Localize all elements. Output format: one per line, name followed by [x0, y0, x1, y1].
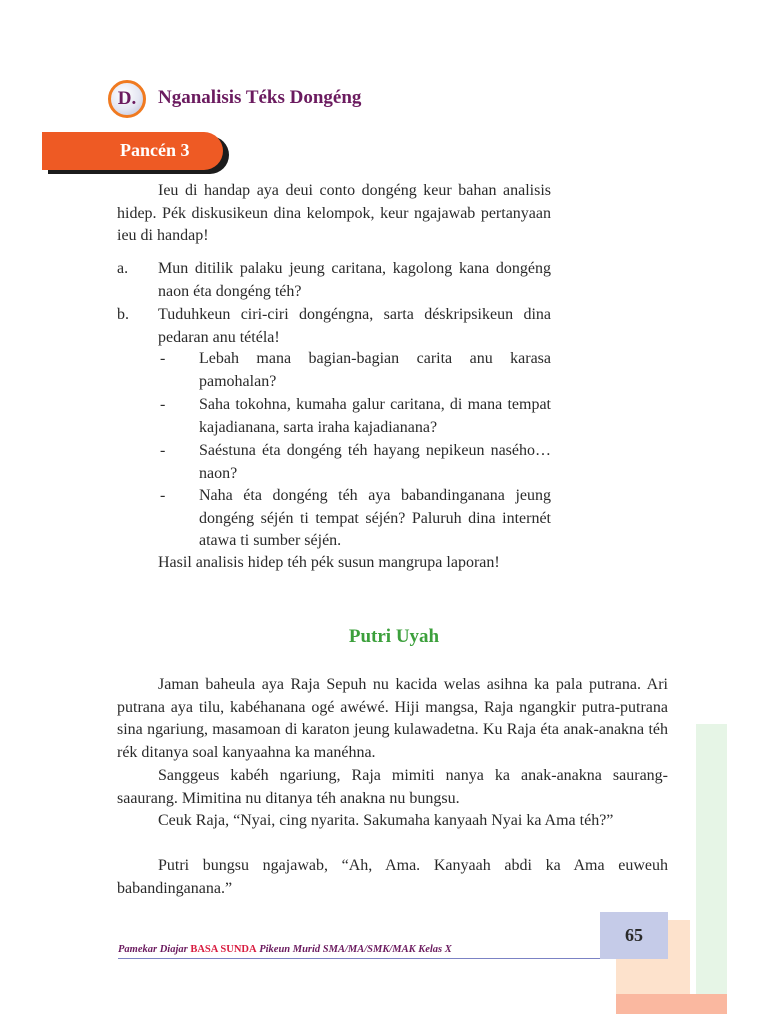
question-b-label: b.: [117, 306, 129, 323]
bullet-item-3: Saéstuna éta dongéng téh hayang nepikeun nasého… naon?: [199, 442, 551, 482]
story-paragraph-4: Putri bungsu ngajawab, “Ah, Ama. Kanyaah abdi ka Ama euweuh babandinganana.”: [117, 857, 668, 897]
footer-prefix: Pamekar Diajar: [118, 944, 188, 955]
section-letter-badge: D.: [108, 80, 146, 118]
question-a-label: a.: [117, 260, 129, 277]
story-paragraph-3: Ceuk Raja, “Nyai, cing nyarita. Sakumaha kanyaah Nyai ka Ama téh?”: [158, 812, 614, 829]
closing-instruction: Hasil analisis hidep téh pék susun mangrupa laporan!: [158, 554, 500, 571]
task-label: Pancén 3: [120, 140, 190, 160]
corner-decoration-salmon: [616, 994, 727, 1014]
intro-paragraph: Ieu di handap aya deui conto dongéng keur bahan analisis hidep. Pék diskusikeun dina kelompok, keur ngajawab pertanyaan ieu di handap!: [117, 182, 551, 245]
footer-subject: BASA SUNDA: [190, 944, 257, 955]
section-title: Nganalisis Téks Dongéng: [158, 87, 362, 108]
corner-decoration-green: [696, 724, 727, 994]
bullet-item-4: Naha éta dongéng téh aya babandinganana jeung dongéng séjén ti tempat séjén? Paluruh dina internét atawa ti sumber séjén.: [199, 487, 551, 550]
story-paragraph-2: Sanggeus kabéh ngariung, Raja mimiti nanya ka anak-anakna saurang-saaurang. Mimitina nu ditanya téh anakna nu bungsu.: [117, 767, 668, 807]
question-b-text: Tuduhkeun ciri-ciri dongéngna, sarta déskripsikeun dina pedaran anu tétéla!: [158, 306, 551, 346]
footer-rule: [118, 958, 600, 959]
page-number: 65: [600, 912, 668, 959]
question-a-text: Mun ditilik palaku jeung caritana, kagolong kana dongéng naon éta dongéng téh?: [158, 260, 551, 300]
bullet-dash: -: [160, 487, 166, 504]
story-paragraph-1: Jaman baheula aya Raja Sepuh nu kacida welas asihna ka pala putrana. Ari putrana aya tilu, kabéhanana ogé awéwé. Hiji mangsa, Raja ngangkir putra-putrana sina ngariung, masamoan di karaton jeung kulawadetna. Ku Raja éta anak-anakna téh rék ditanya soal kanyaahna ka manéhna.: [117, 676, 668, 762]
bullet-item-1: Lebah mana bagian-bagian carita anu karasa pamohalan?: [199, 350, 551, 390]
bullet-dash: -: [160, 396, 166, 413]
bullet-item-2: Saha tokohna, kumaha galur caritana, di mana tempat kajadianana, sarta iraha kajadianana?: [199, 396, 551, 436]
footer-suffix: Pikeun Murid SMA/MA/SMK/MAK Kelas X: [259, 944, 452, 955]
footer-text: [118, 944, 452, 955]
bullet-dash: -: [160, 350, 166, 367]
story-title: Putri Uyah: [348, 626, 440, 647]
bullet-dash: -: [160, 442, 166, 459]
